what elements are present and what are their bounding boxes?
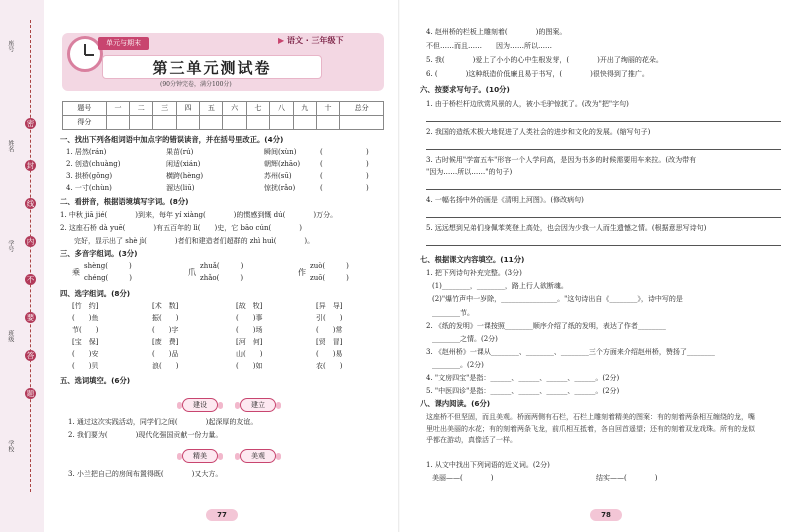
word-choice-pill: 精美 [182, 449, 218, 463]
margin-label: 班级 [6, 330, 14, 342]
score-input[interactable] [316, 116, 339, 130]
section-heading: 二、看拼音，根据语境填写字词。(8分) [60, 197, 189, 206]
answer-line[interactable] [426, 138, 781, 150]
word-choice-pill: 美观 [240, 449, 276, 463]
word-blank: 农( ) [316, 362, 343, 370]
word-blank: 浪( ) [152, 362, 179, 370]
section-5-continued [426, 28, 786, 78]
reading-passage: 这座桥不但坚固，而且美观。桥面两侧有石栏，石栏上雕刻着精美的图案：有的刻着两条相互缠绕的龙，嘴里吐出美丽的水花；有的刻着两条飞龙，前爪相互抵着，各自回首遥望；还有的刻着双龙戏珠。所有的龙似乎都在游动，真像活了一样。 [426, 413, 755, 444]
binding-margin [0, 0, 44, 532]
score-input[interactable] [223, 116, 246, 130]
word-blank: ( )易 [316, 350, 343, 358]
score-table [62, 101, 384, 130]
question-line: 1. 中秋 jiā jié( )到来，每年 yí xiàng( )的惯感到慨 dú( )万分。 [60, 211, 338, 220]
score-cell: 七 [246, 102, 269, 116]
conjunction-options: 不但……而且…… 因为……所以…… [426, 42, 552, 51]
score-cell: 三 [153, 102, 176, 116]
score-cell: 得分 [63, 116, 107, 130]
question-line: 完好，显示出了 shè jì( )者们和建造者们超群的 zhì huì( )。 [74, 237, 315, 246]
score-input[interactable] [153, 116, 176, 130]
question-line: 3. 古时候用"学富五车"形容一个人学问高，是因为书多的时候需要用车来拉。(改为带有 [426, 156, 697, 165]
polyphone-char: 乘 [72, 268, 80, 277]
question-line: (2)"爆竹声中一岁除，________________。"这句诗出自《________》，诗中写的是 [432, 295, 683, 304]
polyphone-reading: zuò( ) [310, 262, 349, 270]
score-input[interactable] [200, 116, 223, 130]
page-number: 77 [206, 509, 238, 521]
answer-line[interactable] [426, 178, 781, 190]
question-line: 4. 一幅名扬中外的画是《清明上河图》。(修改病句) [426, 195, 584, 204]
seal-char: 密 [26, 119, 35, 128]
section-4 [60, 290, 390, 375]
margin-label: 座号 [6, 40, 14, 52]
section-1 [60, 136, 390, 144]
time-note: (90分钟完卷，满分100分) [160, 81, 232, 88]
section-heading: 三、多音字组词。(3分) [60, 249, 138, 258]
word-choice-pill: 建立 [240, 398, 276, 412]
score-input[interactable] [130, 116, 153, 130]
margin-label: 学号 [6, 240, 14, 252]
question-line: 6. ( )这种纸造价低廉且易于书写，( )很快得到了推广。 [426, 70, 649, 79]
char-group: [异 导] [316, 302, 343, 310]
word-blank: ( )字 [152, 326, 179, 334]
word-blank: 节( ) [72, 326, 99, 334]
word-choice-pill: 建设 [182, 398, 218, 412]
question-line: ________节。 [432, 308, 474, 317]
series-ribbon: 单元与期末 [98, 37, 149, 50]
score-cell: 五 [200, 102, 223, 116]
seal-char: 内 [26, 237, 35, 246]
question-line: 1. 把下列诗句补充完整。(3分) [426, 269, 522, 278]
word-blank: 引( ) [316, 314, 343, 322]
polyphone-reading: zuō( ) [310, 274, 349, 282]
question-line: 1. 从文中找出下列词语的近义词。(2分) [426, 461, 550, 469]
word-blank: ( )贝 [72, 362, 99, 370]
section-heading: 四、选字组词。(8分) [60, 289, 131, 298]
section-3 [60, 250, 390, 290]
score-cell: 总分 [340, 102, 384, 116]
score-cell: 八 [270, 102, 293, 116]
page-number: 78 [590, 509, 622, 521]
section-heading: 一、找出下列各组词语中加点字的错误读音，并在括号里改正。(4分) [60, 135, 284, 144]
question-line: ________。(2分) [432, 360, 484, 369]
section-8 [420, 400, 785, 408]
word-blank: ( )品 [152, 350, 179, 358]
answer-line[interactable] [426, 206, 781, 218]
score-input[interactable] [270, 116, 293, 130]
seal-char: 要 [26, 313, 35, 322]
score-cell: 十 [316, 102, 339, 116]
char-group: [术 数] [152, 302, 179, 310]
polyphone-char: 作 [298, 268, 306, 277]
margin-label: 学校 [6, 440, 14, 452]
seal-char: 题 [26, 389, 35, 398]
question-line: 2. 我国的造纸术极大地促进了人类社会的进步和文化的发展。(缩写句子) [426, 128, 651, 137]
subject-label: 语文 · 三年级下 [286, 36, 344, 45]
play-arrow-icon: ▶ [278, 36, 285, 45]
word-blank: 振( ) [152, 314, 179, 322]
score-cell: 题号 [63, 102, 107, 116]
question-line: 5. 远远想到兄弟们身佩苯荚登上高处，也会因为少我一人而生遗憾之情。(根据意思写诗句) [426, 223, 707, 232]
char-group: [河 何] [236, 338, 263, 346]
question-line: 4. 赵州桥的栏板上雕刻着( )的图案。 [426, 28, 567, 36]
char-group: [废 费] [152, 338, 179, 346]
score-cell: 二 [130, 102, 153, 116]
question-line: 2. 这座石桥 dà yuē( )有五百年的 lì( )史，它 bāo cún( ) [60, 224, 302, 233]
word-blank: ( )常 [316, 326, 343, 334]
question-line: 3. 《赵州桥》一课从________、________、________三个方面来介绍赵州桥，赞扬了________ [426, 347, 715, 356]
section-heading: 七、根据课文内容填空。(11分) [420, 255, 525, 264]
section-heading: 六、按要求写句子。(10分) [420, 85, 510, 94]
question-line: (1)________，________，路上行人欲断魂。 [432, 282, 568, 291]
score-input[interactable] [106, 116, 129, 130]
question-line: 1. 由于桥栏杆边欣赏风景的人，被小毛驴惊扰了。(改为"把"字句) [426, 100, 629, 109]
char-group: [竹 约] [72, 302, 99, 310]
word-blank: ( )鱼 [72, 314, 99, 322]
score-input[interactable] [340, 116, 384, 130]
section-7 [420, 256, 785, 395]
polyphone-reading: shèng( ) [84, 262, 132, 270]
score-input[interactable] [176, 116, 199, 130]
word-blank: 山( ) [236, 350, 263, 358]
synonym-blank: 结实——( ) [596, 474, 658, 483]
answer-line[interactable] [426, 234, 781, 246]
subject-tag [278, 36, 344, 45]
question-line: 5. 我( )爱上了小小的心中生根发芽，( )开出了绚丽的花朵。 [426, 56, 663, 65]
char-group: [宝 保] [72, 338, 99, 346]
polyphone-reading: chéng( ) [84, 274, 133, 282]
question-line: 4. "文房四宝"是指：______、______、______、______。(2分) [426, 373, 620, 382]
score-value-row [63, 116, 384, 130]
question-line: "因为……所以……"的句子) [426, 167, 513, 176]
margin-label: 姓名 [6, 140, 14, 152]
question-line: ________之情。(2分) [432, 334, 498, 343]
question-line: 2. 《纸的发明》一课按照________顺序介绍了纸的发明，表达了作者________ [426, 321, 666, 330]
right-page [400, 0, 800, 532]
polyphone-reading: zhǎo( ) [200, 274, 244, 282]
synonym-blank: 美丽——( ) [432, 474, 494, 483]
page-title: 第三单元测试卷 [102, 55, 322, 79]
word-blank: ( )安 [72, 350, 99, 358]
seal-char: 封 [26, 161, 35, 170]
answer-line[interactable] [426, 110, 781, 122]
score-header-row [63, 102, 384, 116]
score-input[interactable] [293, 116, 316, 130]
score-cell: 九 [293, 102, 316, 116]
section-heading: 八、课内阅读。(6分) [420, 399, 491, 408]
score-cell: 四 [176, 102, 199, 116]
word-blank: ( )如 [236, 362, 263, 370]
left-page: 座号 姓名 学号 班级 学校 密 封 线 内 不 要 答 题 单元与期末 ▶ 语文 · 三年级下 第三单元测试卷 (90分钟完卷，满分100分) 题号 一 二 三 四 五 六 七 八 九 十 总分 得分 一、找出下列各组词语中加点字的错误读音，并在括号里改正。(4分) 1. 居然(rán) 果苗(rú) 瞬间(xùn) ( ) 2. 创造(chuàng) 闲适(xián) 朝辉(zhāo) ( ) 3. 拱桥(gǒng) 横跨(hèng) 苏州(sū) ( ) 4. 一寸(chùn) 溜达(liū) 惊扰(rǎo) ( ) 二、看拼音，根据语境填写字词。(8分) 1. 中秋 jiā jié( )到来，每年 yí xiàng( )的惯感到慨 dú( )万分。 2. 这座石桥 dà yuē( )有五百年的 lì( )史，它 bāo cún( ) 完好，显示出了 shè jì( )者们和建造者们超群的 zhì huì( )。 三、多音字组词。(3分) 乘 shèng( ) chéng( ) 爪 zhuǎ( ) zhǎo( ) 作 zuò( ) zuō( ) 四、选字组词。(8分) [竹 约] [术 数] [故 牧] [异 导] ( )鱼 振( ) ( )事 引( ) 节( ) ( )字 ( )场 ( )常 [宝 保] [废 费] [河 何] [贸 冒] ( )安 ( )品 山( ) ( )易 ( )贝 浪( ) ( )如 农( ) 五、选词填空。(6分) 建设 建立 1. 通过这次实践活动，同学们之间( )起深厚的友谊。 2. 我们要为( )现代化强国贡献一份力量。 精美 美观 3. 小兰把自己的房间布置得既( )又大方。 77 [0, 0, 400, 532]
word-blank: ( )场 [236, 326, 263, 334]
score-cell: 六 [223, 102, 246, 116]
polyphone-reading: zhuǎ( ) [200, 262, 244, 270]
score-input[interactable] [246, 116, 269, 130]
question-line: 5. "中医四诊"是指：______、______、______、______。(2分) [426, 386, 620, 395]
seal-char: 答 [26, 351, 35, 360]
section-5 [60, 377, 390, 385]
question-line: 3. 小兰把自己的房间布置得既( )又大方。 [68, 470, 223, 478]
polyphone-char: 爪 [188, 268, 196, 277]
word-blank: ( )事 [236, 314, 263, 322]
seal-char: 线 [26, 199, 35, 208]
section-2 [60, 198, 390, 246]
question-line: 1. 通过这次实践活动，同学们之间( )起深厚的友谊。 [68, 418, 258, 426]
char-group: [贸 冒] [316, 338, 343, 346]
score-cell: 一 [106, 102, 129, 116]
seal-char: 不 [26, 275, 35, 284]
char-group: [故 牧] [236, 302, 263, 310]
question-line: 2. 我们要为( )现代化强国贡献一份力量。 [68, 431, 223, 440]
section-heading: 五、选词填空。(6分) [60, 376, 131, 385]
section-6 [420, 86, 785, 246]
